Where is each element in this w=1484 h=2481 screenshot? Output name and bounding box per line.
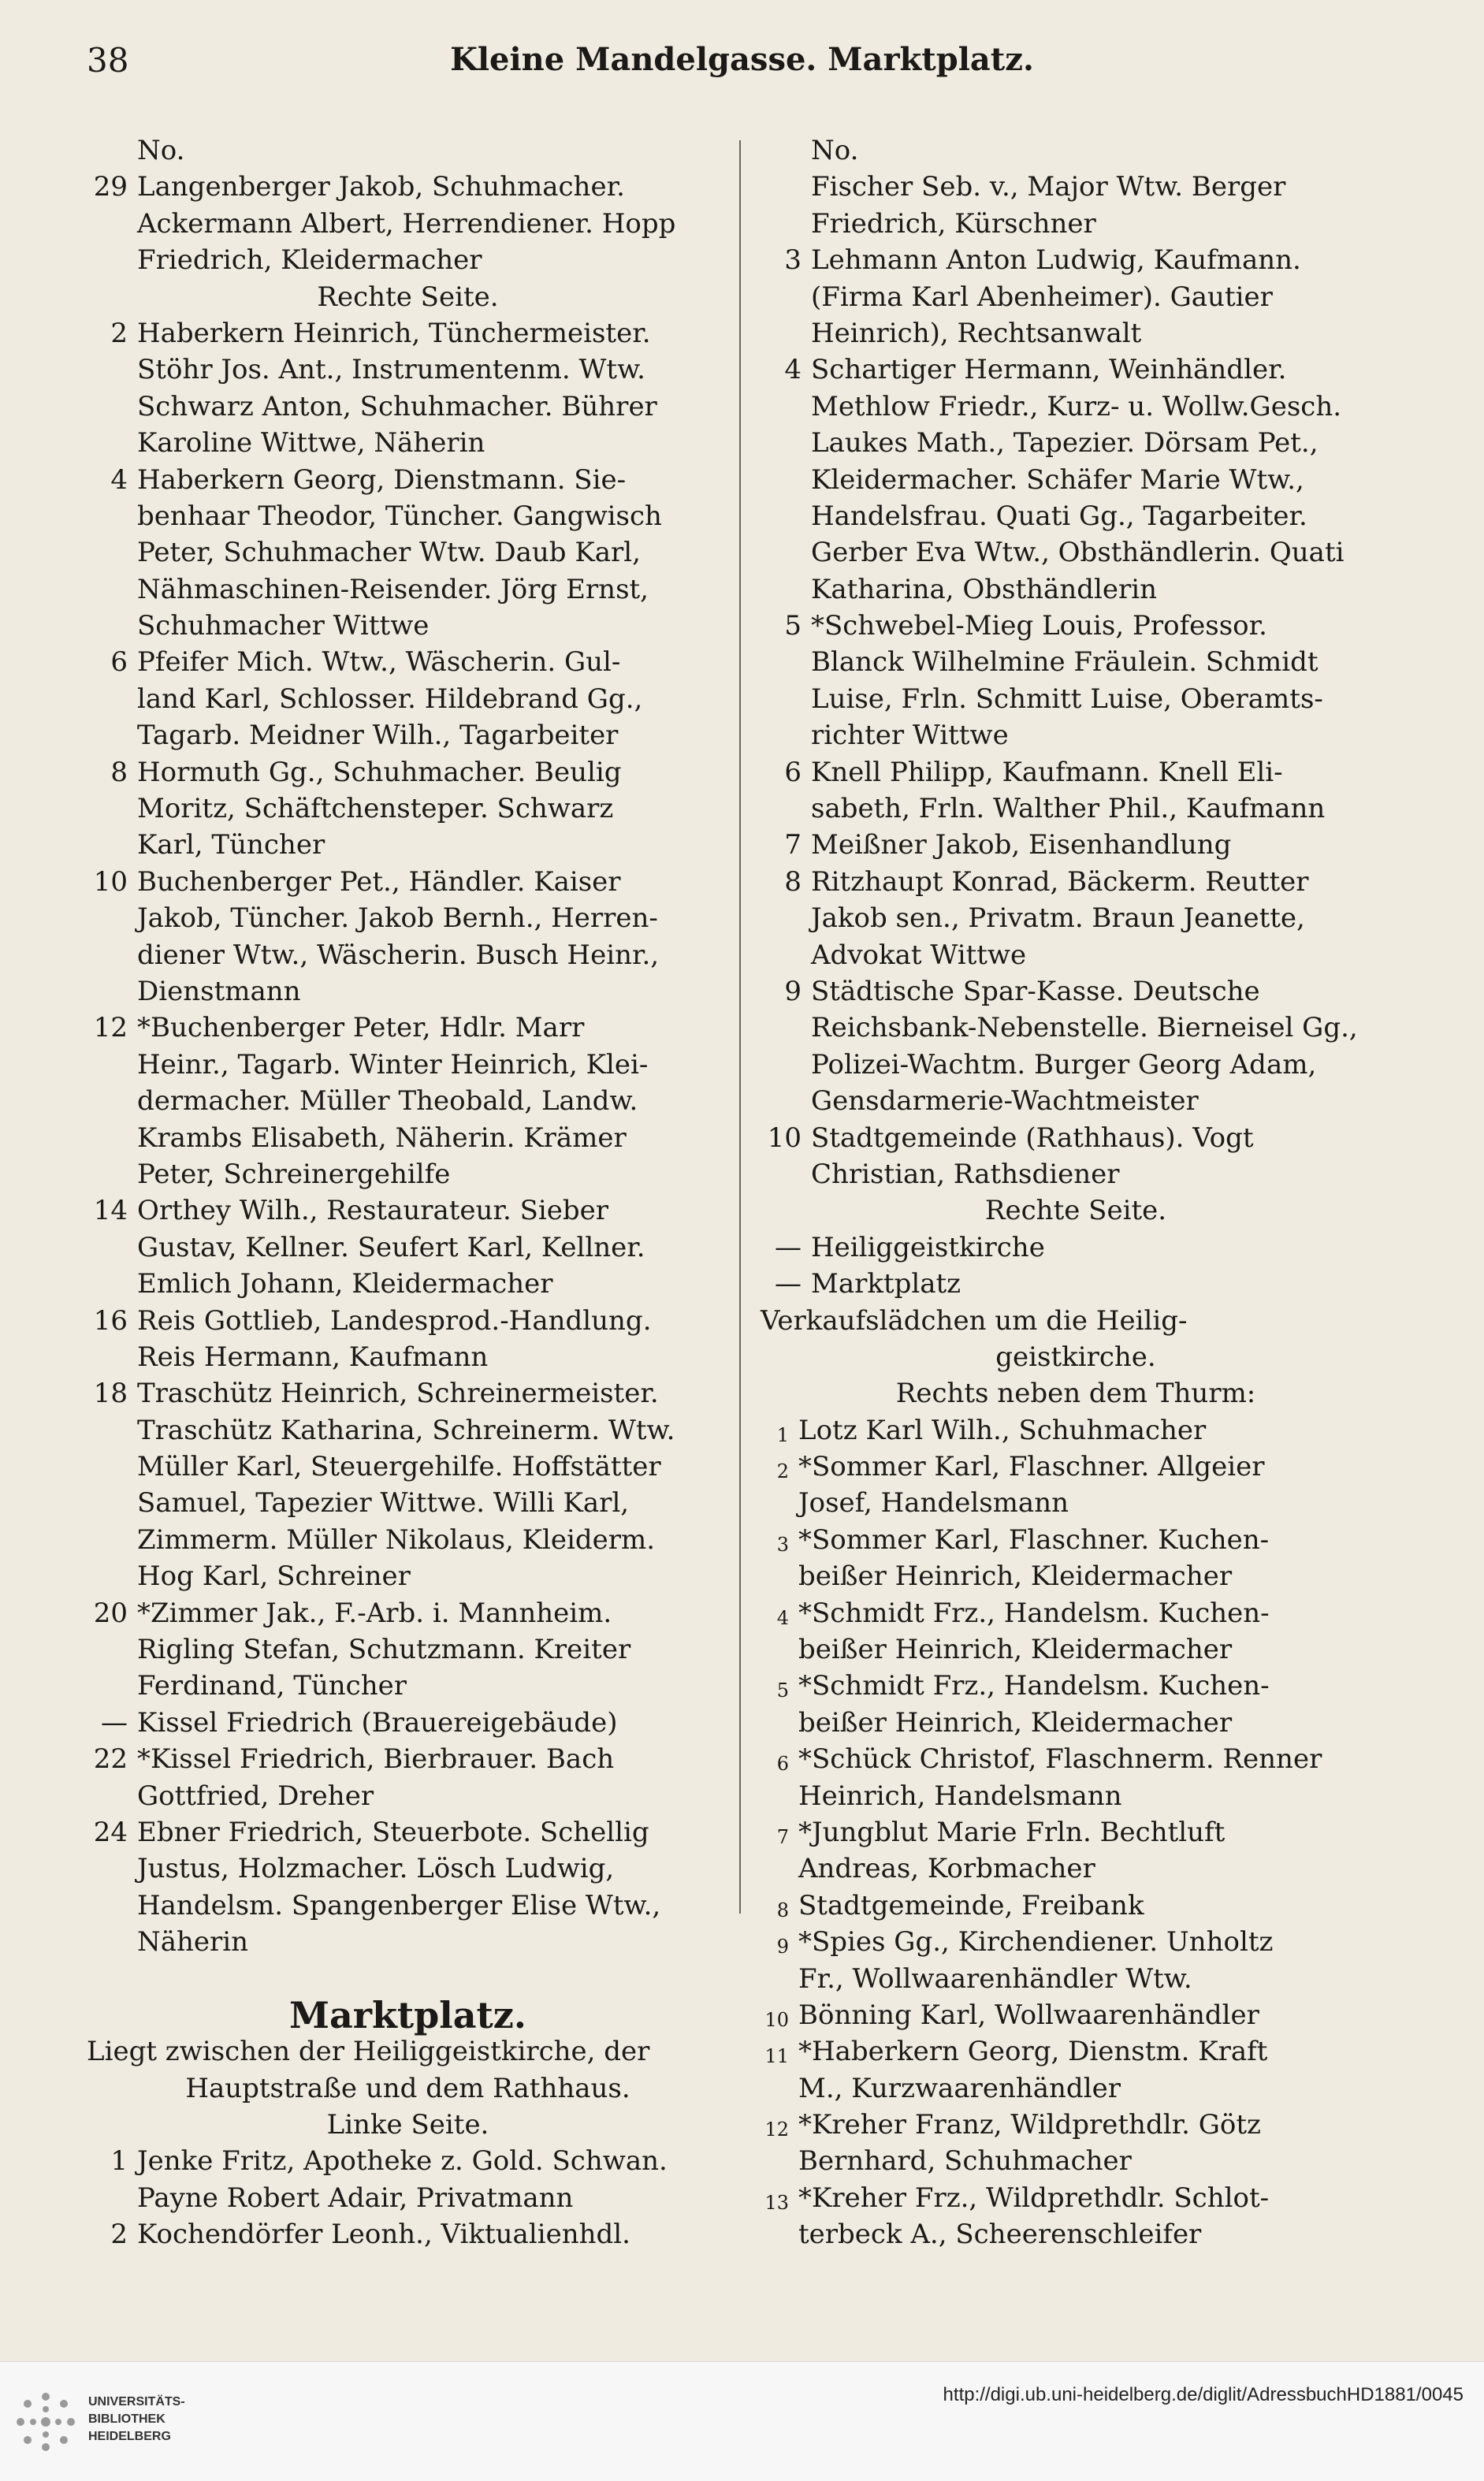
entry-line [761, 1997, 1391, 2033]
entry-text: No. [137, 135, 185, 166]
house-number: 29 [93, 171, 128, 203]
entry-line [87, 1705, 729, 1741]
entry-text: Linke Seite. [326, 2109, 489, 2141]
source-url-link[interactable]: http://digi.ub.uni-heidelberg.de/diglit/AdressbuchHD1881/0045 [943, 2384, 1464, 2405]
entry-text: Blanck Wilhelmine Fräulein. Schmidt [811, 646, 1318, 679]
entry-text: Kochendörfer Leonh., Viktualienhdl. [137, 2219, 630, 2251]
entry-line [761, 242, 1391, 278]
entry-text: Marktplatz. [289, 1993, 526, 2037]
entry-line [761, 315, 1391, 352]
house-number: 12 [93, 1012, 128, 1044]
entry-line [761, 534, 1391, 571]
entry-text: Knell Philipp, Kaufmann. Knell Eli- [811, 756, 1283, 788]
entry-line [761, 937, 1391, 973]
entry-line [87, 1449, 729, 1485]
entry-line [761, 1705, 1391, 1741]
entry-line [87, 1741, 729, 1777]
entry-text: Advokat Wittwe [811, 939, 1027, 971]
entry-text: Handelsm. Spangenberger Elise Wtw., [137, 1889, 661, 1921]
entry-line [761, 571, 1391, 608]
entry-line [87, 2033, 729, 2070]
entry-text: sabeth, Frln. Walther Phil., Kaufmann [811, 793, 1326, 825]
entry-line [87, 425, 729, 461]
entry-line [87, 1339, 729, 1375]
entry-line [87, 1668, 729, 1704]
entry-line [87, 790, 729, 827]
entry-text: Fischer Seb. v., Major Wtw. Berger [811, 171, 1286, 203]
entry-text: Karl, Tüncher [137, 829, 325, 861]
entry-text: Heinrich, Handelsmann [798, 1780, 1122, 1812]
entry-line [87, 754, 729, 790]
entry-text: Krambs Elisabeth, Näherin. Krämer [137, 1121, 627, 1154]
entry-line [761, 389, 1391, 425]
entry-text: Gustav, Kellner. Seufert Karl, Kellner. [137, 1231, 645, 1263]
entry-line [761, 425, 1391, 461]
entry-text: Langenberger Jakob, Schuhmacher. [137, 171, 625, 203]
entry-text: (Firma Karl Abenheimer). Gautier [811, 281, 1273, 313]
entry-line [87, 242, 729, 278]
entry-line [87, 1192, 729, 1229]
entry-text: No. [811, 135, 859, 166]
entry-text: Stadtgemeinde (Rathhaus). Vogt [811, 1121, 1254, 1154]
entry-line [761, 1558, 1391, 1594]
entry-line [761, 2033, 1391, 2070]
house-number: 7 [776, 1825, 789, 1848]
entry-line [761, 1303, 1391, 1339]
entry-line [761, 132, 1391, 169]
entry-line [761, 462, 1391, 498]
entry-line [761, 1083, 1391, 1119]
house-number: 3 [776, 1533, 789, 1556]
entry-text: beißer Heinrich, Kleidermacher [798, 1706, 1233, 1739]
library-name: UNIVERSITÄTS- BIBLIOTHEK HEIDELBERG [88, 2395, 185, 2443]
entry-text: Heinrich), Rechtsanwalt [811, 317, 1142, 349]
entry-text: Reis Gottlieb, Landesprod.-Handlung. [137, 1304, 652, 1337]
running-title: Kleine Mandelgasse. Marktplatz. [450, 41, 1034, 78]
house-number: — [101, 1706, 128, 1739]
entry-line [761, 1814, 1391, 1851]
entry-line [761, 900, 1391, 936]
entry-text: Rechte Seite. [317, 281, 499, 313]
house-number: 1 [110, 2145, 128, 2178]
entry-line [87, 681, 729, 717]
house-number: 4 [784, 354, 802, 386]
entry-text: Laukes Math., Tapezier. Dörsam Pet., [811, 427, 1318, 459]
entry-line [87, 1047, 729, 1083]
entry-line [761, 1522, 1391, 1558]
entry-text: terbeck A., Scheerenschleifer [798, 2219, 1202, 2251]
entry-text: *Spies Gg., Kirchendiener. Unholtz [798, 1926, 1274, 1958]
house-number: 6 [784, 756, 802, 788]
entry-text: Bönning Karl, Wollwaarenhändler [798, 1999, 1259, 2031]
entry-line [761, 1595, 1391, 1631]
entry-text: Methlow Friedr., Kurz- u. Wollw.Gesch. [811, 390, 1342, 422]
house-number: 2 [110, 2219, 128, 2251]
entry-text: Traschütz Heinrich, Schreinermeister. [137, 1378, 659, 1410]
entry-line [761, 973, 1391, 1010]
entry-line [87, 1924, 729, 1960]
entry-text: M., Kurzwaarenhändler [798, 2072, 1121, 2104]
entry-text: Nähmaschinen-Reisender. Jörg Ernst, [137, 573, 649, 605]
entry-text: Buchenberger Pet., Händler. Kaiser [137, 865, 621, 898]
entry-text: Lehmann Anton Ludwig, Kaufmann. [811, 244, 1301, 277]
entry-text: geistkirche. [995, 1341, 1156, 1373]
entry-text: Marktplatz [811, 1268, 961, 1300]
entry-line [87, 1120, 729, 1156]
entry-line [87, 1083, 729, 1119]
left-column [87, 132, 729, 2253]
entry-line [87, 1631, 729, 1668]
entry-line [761, 1924, 1391, 1960]
entry-text: Heiliggeistkirche [811, 1231, 1045, 1263]
footer-bar [0, 2361, 1484, 2481]
entry-text: *Haberkern Georg, Dienstm. Kraft [798, 2036, 1268, 2068]
entry-text: Heinr., Tagarb. Winter Heinrich, Klei- [137, 1048, 649, 1081]
entry-text: beißer Heinrich, Kleidermacher [798, 1560, 1233, 1593]
house-number: 6 [110, 646, 128, 679]
house-number: 2 [110, 317, 128, 349]
entry-line [761, 2216, 1391, 2252]
house-number: 24 [93, 1816, 128, 1848]
entry-text: Emlich Johann, Kleidermacher [137, 1268, 553, 1300]
house-number: 7 [784, 829, 802, 861]
entry-text: Rigling Stefan, Schutzmann. Kreiter [137, 1634, 631, 1666]
entry-text: Peter, Schuhmacher Wtw. Daub Karl, [137, 537, 641, 569]
entry-text: Reichsbank-Nebenstelle. Bierneisel Gg., [811, 1012, 1358, 1044]
entry-line [761, 1668, 1391, 1704]
entry-text: *Sommer Karl, Flaschner. Kuchen- [798, 1523, 1270, 1556]
entry-line [87, 864, 729, 900]
entry-line [761, 352, 1391, 388]
house-number: — [775, 1231, 802, 1263]
page-number: 38 [87, 41, 129, 80]
entry-line [87, 1522, 729, 1558]
entry-text: land Karl, Schlosser. Hildebrand Gg., [137, 683, 643, 715]
entry-line [761, 717, 1391, 753]
entry-line [87, 937, 729, 973]
house-number: 9 [776, 1936, 789, 1958]
entry-line [87, 352, 729, 388]
entry-line [761, 1631, 1391, 1668]
entry-text: Handelsfrau. Quati Gg., Tagarbeiter. [811, 500, 1307, 532]
entry-line [761, 279, 1391, 315]
entry-text: Gottfried, Dreher [137, 1780, 374, 1812]
entry-text: *Buchenberger Peter, Hdlr. Marr [137, 1012, 585, 1044]
entry-text: Ferdinand, Tüncher [137, 1670, 407, 1702]
entry-line [761, 2180, 1391, 2216]
entry-line [761, 827, 1391, 863]
entry-text: Städtische Spar-Kasse. Deutsche [811, 975, 1260, 1007]
entry-line [87, 1961, 729, 1997]
section-heading [87, 279, 729, 315]
entry-line [761, 1156, 1391, 1192]
entry-text: Liegt zwischen der Heiliggeistkirche, der [87, 2036, 650, 2068]
house-number: 20 [93, 1597, 128, 1629]
entry-text: Haberkern Georg, Dienstmann. Sie- [137, 463, 627, 496]
right-column [761, 132, 1391, 2253]
entry-text: Luise, Frln. Schmitt Luise, Oberamts- [811, 683, 1323, 715]
entry-text: Ritzhaupt Konrad, Bäckerm. Reutter [811, 865, 1309, 898]
entry-text: Bernhard, Schuhmacher [798, 2145, 1132, 2178]
entry-text: Fr., Wollwaarenhändler Wtw. [798, 1962, 1192, 1995]
entry-line [87, 900, 729, 936]
entry-text: Payne Robert Adair, Privatmann [137, 2182, 574, 2214]
entry-text: Haberkern Heinrich, Tünchermeister. [137, 317, 651, 349]
entry-line [87, 132, 729, 169]
entry-line [87, 169, 729, 205]
entry-text: Karoline Wittwe, Näherin [137, 427, 485, 459]
entry-text: Stadtgemeinde, Freibank [798, 1889, 1144, 1921]
entry-line [761, 1778, 1391, 1814]
entry-text: *Schück Christof, Flaschnerm. Renner [798, 1743, 1322, 1776]
entry-text: Rechte Seite. [984, 1195, 1167, 1227]
entry-line [761, 1010, 1391, 1046]
entry-text: Lotz Karl Wilh., Schuhmacher [798, 1414, 1207, 1446]
entry-line [761, 2107, 1391, 2143]
section-heading [87, 2107, 729, 2143]
entry-text: Näherin [137, 1926, 249, 1958]
entry-text: Jakob, Tüncher. Jakob Bernh., Herren- [137, 902, 658, 935]
entry-line [761, 754, 1391, 790]
entry-line [761, 1741, 1391, 1777]
house-number: 8 [110, 756, 128, 788]
entry-line [761, 1047, 1391, 1083]
section-heading [761, 1339, 1391, 1375]
entry-line [87, 1010, 729, 1046]
entry-text: *Sommer Karl, Flaschner. Allgeier [798, 1451, 1265, 1483]
entry-text: Friedrich, Kürschner [811, 207, 1096, 240]
entry-line [87, 1229, 729, 1266]
entry-text: beißer Heinrich, Kleidermacher [798, 1634, 1233, 1666]
entry-text: Hormuth Gg., Schuhmacher. Beulig [137, 756, 622, 788]
entry-line [761, 498, 1391, 534]
entry-text: Jenke Fritz, Apotheke z. Gold. Schwan. [137, 2145, 668, 2178]
entry-text: Meißner Jakob, Eisenhandlung [811, 829, 1232, 861]
entry-text: Reis Hermann, Kaufmann [137, 1341, 489, 1373]
entry-text: Friedrich, Kleidermacher [137, 244, 482, 277]
entry-line [87, 1814, 729, 1851]
entry-line [761, 644, 1391, 680]
column-divider [739, 140, 741, 1914]
entry-line [761, 864, 1391, 900]
entry-line [87, 1156, 729, 1192]
entry-line [761, 1851, 1391, 1887]
entry-text: Traschütz Katharina, Schreinerm. Wtw. [137, 1414, 675, 1446]
house-number: 16 [93, 1304, 128, 1337]
entry-text: Peter, Schreinergehilfe [137, 1158, 451, 1190]
entry-text: Katharina, Obsthändlerin [811, 573, 1158, 605]
entry-line [87, 2143, 729, 2179]
entry-line [761, 1412, 1391, 1449]
section-heading [87, 2070, 729, 2107]
entry-line [87, 2216, 729, 2252]
entry-text: *Jungblut Marie Frln. Bechtluft [798, 1816, 1226, 1848]
house-number: 8 [776, 1899, 789, 1921]
entry-text: richter Wittwe [811, 720, 1009, 752]
entry-line [761, 1449, 1391, 1485]
entry-text: Zimmerm. Müller Nikolaus, Kleiderm. [137, 1523, 656, 1556]
entry-line [87, 1888, 729, 1924]
entry-line [761, 1266, 1391, 1302]
house-number: 2 [776, 1460, 789, 1483]
entry-line [87, 1851, 729, 1887]
entry-line [761, 206, 1391, 242]
entry-text: Kleidermacher. Schäfer Marie Wtw., [811, 463, 1304, 496]
entry-text: Dienstmann [137, 975, 301, 1007]
entry-text: Tagarb. Meidner Wilh., Tagarbeiter [137, 720, 619, 752]
entry-line [87, 498, 729, 534]
entry-line [87, 1778, 729, 1814]
entry-line [761, 608, 1391, 644]
house-number: 5 [784, 610, 802, 642]
entry-text: Christian, Rathsdiener [811, 1158, 1120, 1190]
house-number: 14 [93, 1195, 128, 1227]
house-number: 3 [784, 244, 802, 277]
entry-line [87, 1558, 729, 1594]
entry-text: *Schmidt Frz., Handelsm. Kuchen- [798, 1597, 1270, 1629]
house-number: 8 [784, 865, 802, 898]
entry-text: Schartiger Hermann, Weinhändler. [811, 354, 1287, 386]
house-number: 9 [784, 975, 802, 1007]
entry-line [87, 973, 729, 1010]
entry-text: Rechts neben dem Thurm: [895, 1378, 1256, 1410]
house-number: 4 [776, 1606, 789, 1629]
university-seal-icon [9, 2386, 82, 2458]
entry-text: Stöhr Jos. Ant., Instrumentenm. Wtw. [137, 354, 645, 386]
entry-text: Moritz, Schäftchensteper. Schwarz [137, 793, 614, 825]
entry-line [87, 315, 729, 352]
entry-line [87, 717, 729, 753]
entry-line [87, 1375, 729, 1412]
entry-line [761, 2070, 1391, 2107]
entry-text: Gerber Eva Wtw., Obsthändlerin. Quati [811, 537, 1345, 569]
entry-line [761, 169, 1391, 205]
entry-text: *Kreher Frz., Wildprethdlr. Schlot- [798, 2182, 1270, 2214]
house-number: 10 [767, 1121, 802, 1154]
entry-text: Hog Karl, Schreiner [137, 1560, 411, 1593]
entry-line [761, 1485, 1391, 1521]
entry-line [87, 644, 729, 680]
house-number: 13 [764, 2191, 789, 2214]
entry-text: diener Wtw., Wäscherin. Busch Heinr., [137, 939, 660, 971]
house-number: — [775, 1268, 802, 1300]
entry-text: *Zimmer Jak., F.-Arb. i. Mannheim. [137, 1597, 612, 1629]
entry-text: benhaar Theodor, Tüncher. Gangwisch [137, 500, 662, 532]
entry-text: Justus, Holzmacher. Lösch Ludwig, [137, 1853, 615, 1885]
entry-line [87, 1485, 729, 1521]
entry-line [761, 1229, 1391, 1266]
house-number: 4 [110, 463, 128, 496]
house-number: 6 [776, 1753, 789, 1776]
entry-text: *Kreher Franz, Wildprethdlr. Götz [798, 2109, 1261, 2141]
entry-line [87, 389, 729, 425]
entry-line [87, 1595, 729, 1631]
entry-line [761, 790, 1391, 827]
entry-line [761, 681, 1391, 717]
entry-text: Samuel, Tapezier Wittwe. Willi Karl, [137, 1487, 630, 1519]
section-heading [761, 1192, 1391, 1229]
house-number: 10 [93, 865, 128, 898]
house-number: 1 [776, 1423, 789, 1446]
entry-text: Ebner Friedrich, Steuerbote. Schellig [137, 1816, 649, 1848]
entry-text: Pfeifer Mich. Wtw., Wäscherin. Gul- [137, 646, 621, 679]
house-number: 5 [776, 1679, 789, 1702]
entry-text: Orthey Wilh., Restaurateur. Sieber [137, 1195, 609, 1227]
page-header [87, 41, 1397, 88]
entry-text: Josef, Handelsmann [798, 1487, 1069, 1519]
entry-line [87, 1412, 729, 1449]
entry-text: Polizei-Wachtm. Burger Georg Adam, [811, 1048, 1317, 1081]
entry-line [87, 534, 729, 571]
entry-text: Müller Karl, Steuergehilfe. Hoffstätter [137, 1451, 661, 1483]
entry-text: Ackermann Albert, Herrendiener. Hopp [137, 207, 676, 240]
entry-line [87, 1266, 729, 1302]
entry-line [87, 2180, 729, 2216]
entry-text: Gensdarmerie-Wachtmeister [811, 1085, 1199, 1118]
entry-line [87, 206, 729, 242]
entry-text: Andreas, Korbmacher [798, 1853, 1095, 1885]
house-number: 11 [764, 2045, 789, 2068]
house-number: 22 [93, 1743, 128, 1776]
entry-text: Jakob sen., Privatm. Braun Jeanette, [811, 902, 1305, 935]
entry-text: Kissel Friedrich (Brauereigebäude) [137, 1706, 618, 1739]
entry-text: Hauptstraße und dem Rathhaus. [185, 2072, 630, 2104]
entry-line [761, 1888, 1391, 1924]
section-heading [87, 1993, 729, 2037]
house-number: 12 [764, 2118, 789, 2141]
entry-text: Schuhmacher Wittwe [137, 610, 430, 642]
entry-text: Schwarz Anton, Schuhmacher. Bührer [137, 390, 657, 422]
entry-line [761, 2143, 1391, 2179]
entry-line [87, 827, 729, 863]
entry-line [87, 571, 729, 608]
entry-line [761, 1961, 1391, 1997]
house-number: 18 [93, 1378, 128, 1410]
entry-line [87, 608, 729, 644]
entry-text: *Schmidt Frz., Handelsm. Kuchen- [798, 1670, 1270, 1702]
entry-text: *Schwebel-Mieg Louis, Professor. [811, 610, 1267, 642]
entry-text: Verkaufslädchen um die Heilig- [761, 1304, 1188, 1337]
house-number: 10 [764, 2008, 789, 2031]
section-heading [761, 1375, 1391, 1412]
entry-line [761, 1120, 1391, 1156]
entry-text: dermacher. Müller Theobald, Landw. [137, 1085, 638, 1118]
entry-line [87, 1303, 729, 1339]
entry-text: *Kissel Friedrich, Bierbrauer. Bach [137, 1743, 615, 1776]
entry-line [87, 462, 729, 498]
